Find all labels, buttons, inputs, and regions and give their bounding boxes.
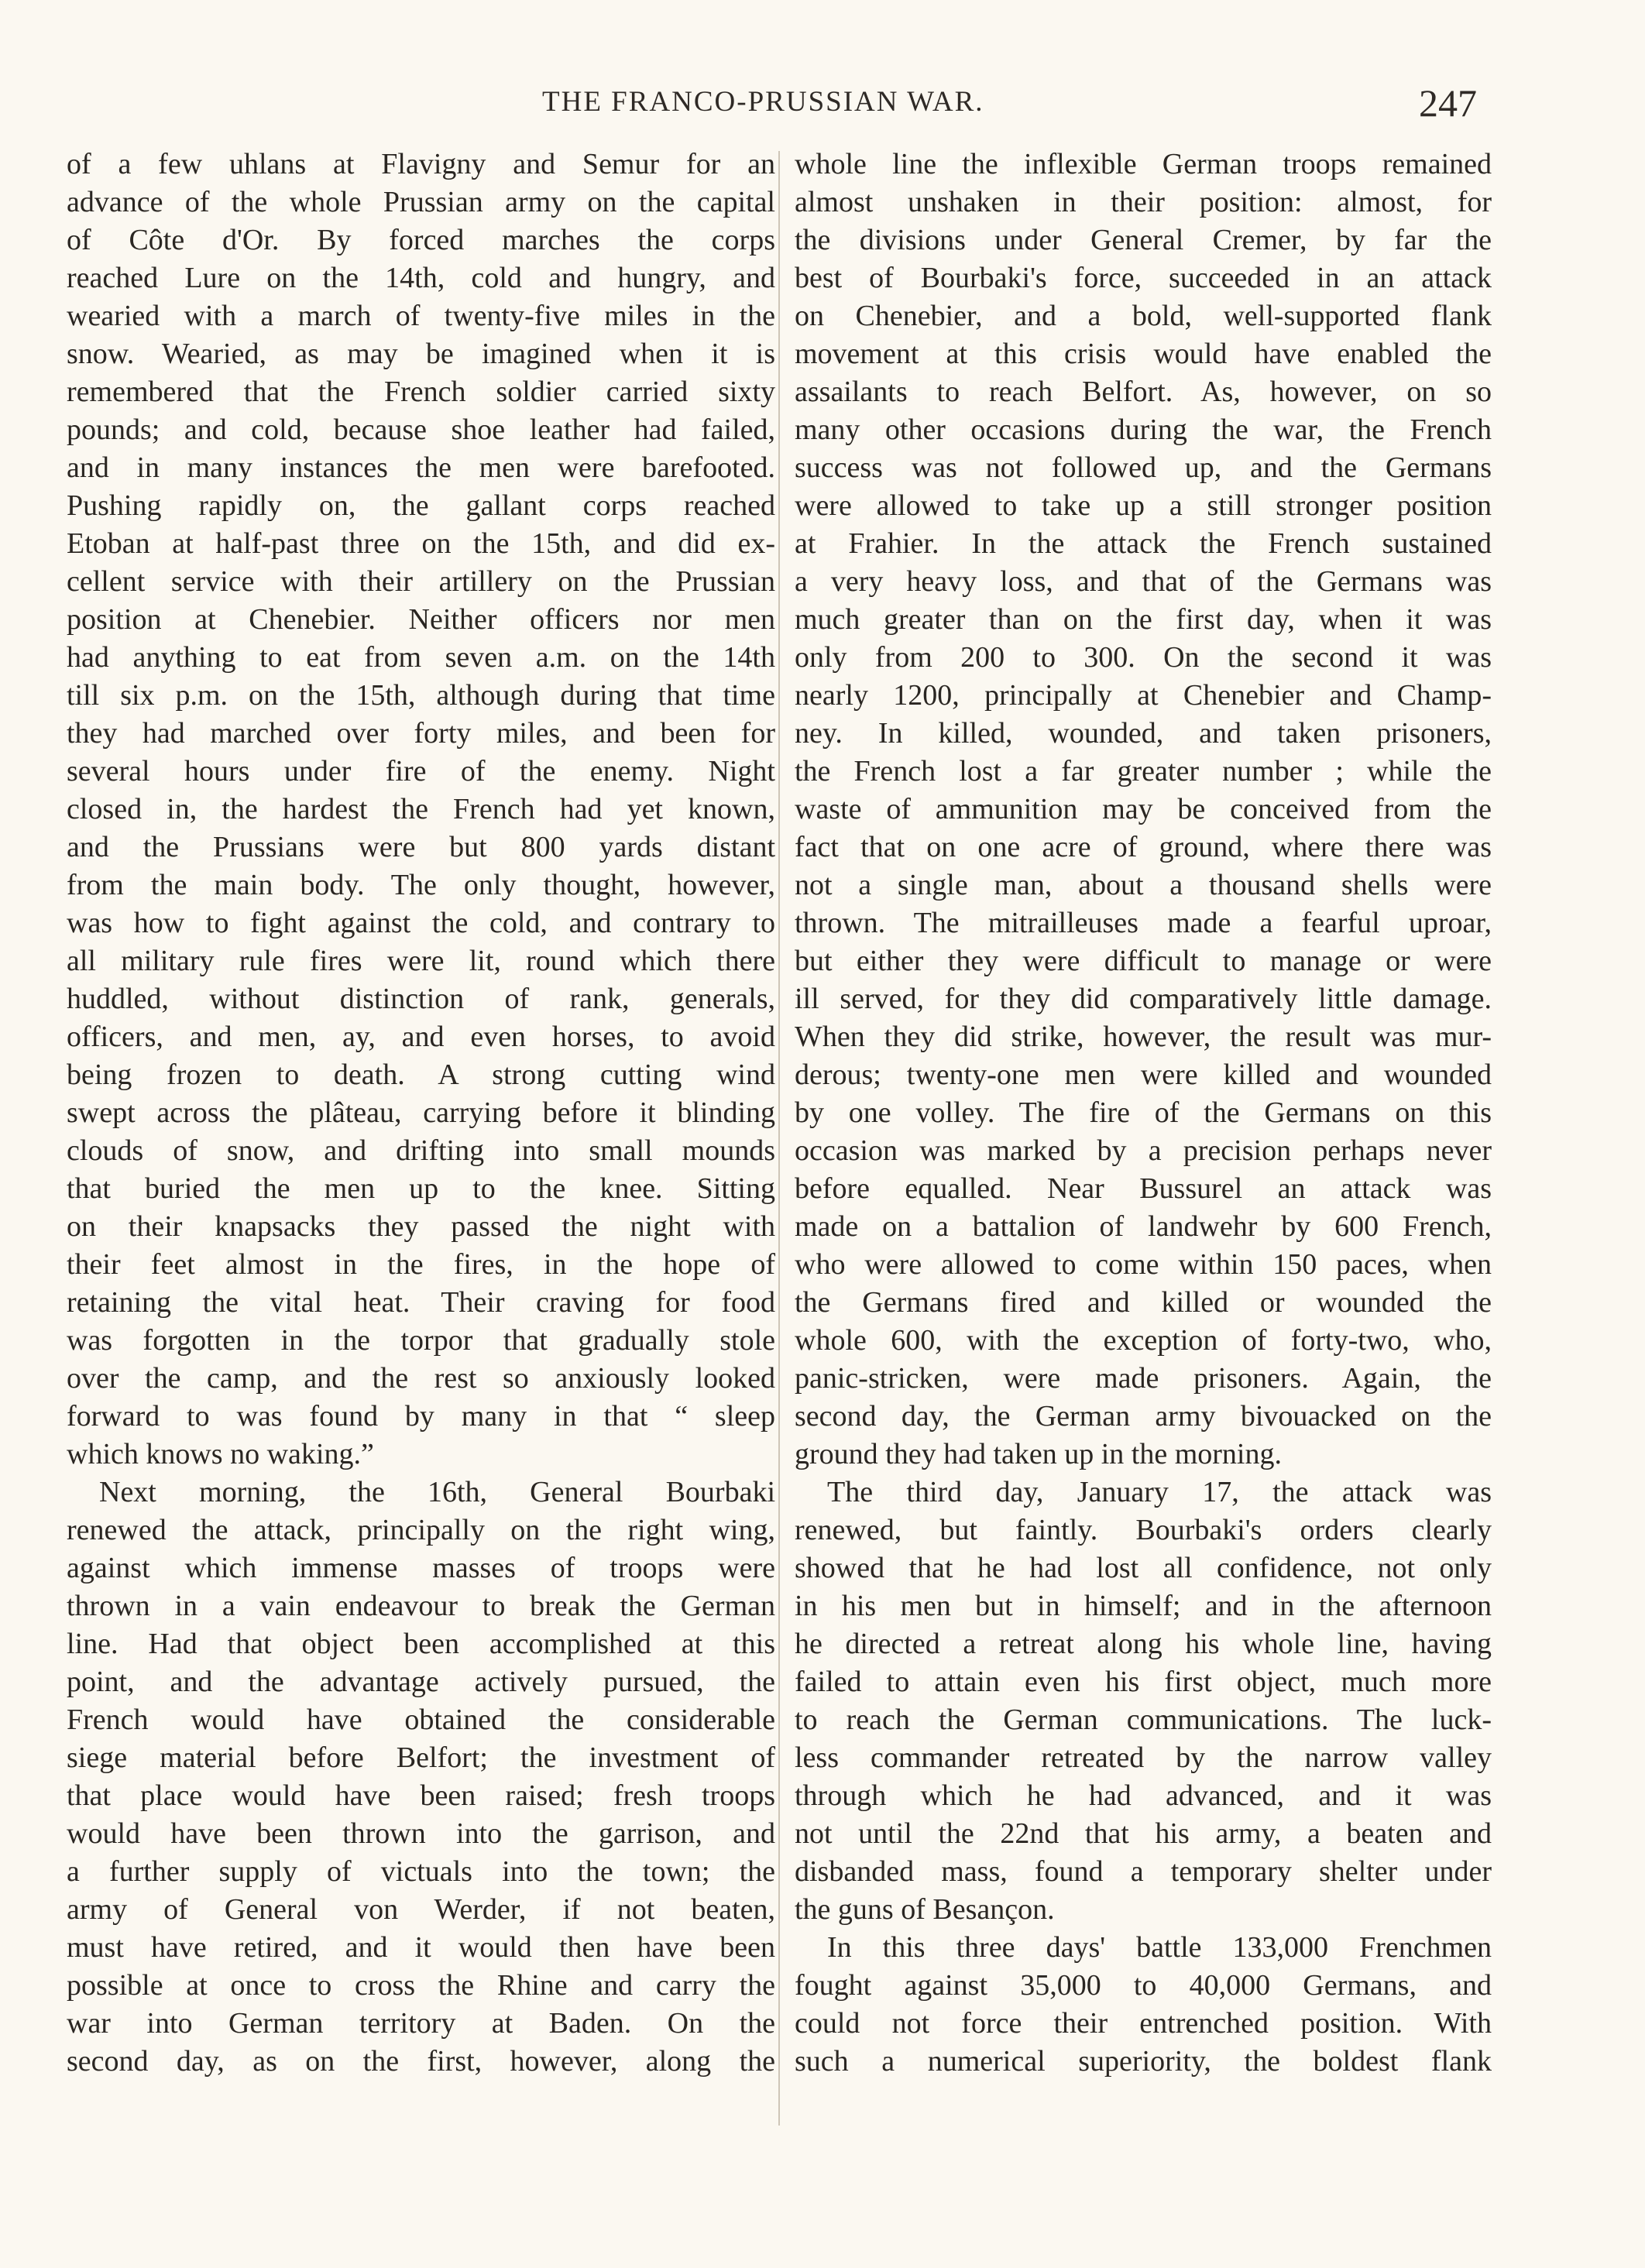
text-line: at Frahier. In the attack the French sustained [795, 527, 1492, 560]
text-line: disbanded mass, found a temporary shelter under [795, 1855, 1492, 1888]
text-line: whole 600, with the exception of forty-two, who, [795, 1324, 1492, 1357]
text-line: in his men but in himself; and in the afternoon [795, 1590, 1492, 1622]
text-line: and in many instances the men were barefooted. [67, 451, 775, 484]
text-line: a further supply of victuals into the town; the [67, 1855, 775, 1888]
text-line: over the camp, and the rest so anxiously looked [67, 1362, 775, 1395]
text-line: much greater than on the first day, when it was [795, 603, 1492, 636]
text-line: waste of ammunition may be conceived from the [795, 793, 1492, 825]
left-column [67, 146, 775, 2081]
right-column [795, 146, 1492, 2081]
text-line: made on a battalion of landwehr by 600 French, [795, 1210, 1492, 1243]
text-line: movement at this crisis would have enabled the [795, 338, 1492, 370]
text-line: Pushing rapidly on, the gallant corps reached [67, 489, 775, 522]
text-line: derous; twenty-one men were killed and wounded [795, 1059, 1492, 1091]
text-line: less commander retreated by the narrow valley [795, 1741, 1492, 1774]
text-line: that buried the men up to the knee. Sitting [67, 1172, 775, 1205]
text-line: the divisions under General Cremer, by far the [795, 224, 1492, 256]
text-line: they had marched over forty miles, and been for [67, 717, 775, 750]
text-line: of Côte d'Or. By forced marches the corps [67, 224, 775, 256]
text-line: by one volley. The fire of the Germans on this [795, 1096, 1492, 1129]
text-line: war into German territory at Baden. On the [67, 2007, 775, 2040]
text-line: forward to was found by many in that “ sleep [67, 1400, 775, 1433]
text-line: renewed the attack, principally on the right wing, [67, 1514, 775, 1546]
text-line: being frozen to death. A strong cutting wind [67, 1059, 775, 1091]
text-line: In this three days' battle 133,000 Frenchmen [827, 1931, 1492, 1964]
text-line: against which immense masses of troops were [67, 1552, 775, 1584]
text-line: only from 200 to 300. On the second it was [795, 641, 1492, 674]
text-line: success was not followed up, and the Germans [795, 451, 1492, 484]
text-line: would have been thrown into the garrison, and [67, 1817, 775, 1850]
text-line: army of General von Werder, if not beaten, [67, 1893, 775, 1926]
text-line: nearly 1200, principally at Chenebier and Champ- [795, 679, 1492, 712]
text-line: many other occasions during the war, the French [795, 413, 1492, 446]
text-line: which knows no waking.” [67, 1438, 374, 1470]
text-line: thrown. The mitrailleuses made a fearful uproar, [795, 907, 1492, 939]
text-line: but either they were difficult to manage or were [795, 945, 1492, 977]
text-line: whole line the inflexible German troops remained [795, 148, 1492, 180]
text-line: Etoban at half-past three on the 15th, and did ex- [67, 527, 775, 560]
text-line: not a single man, about a thousand shells were [795, 869, 1492, 901]
text-line: swept across the plâteau, carrying before it blinding [67, 1096, 775, 1129]
text-line: to reach the German communications. The luck- [795, 1704, 1492, 1736]
text-line: cellent service with their artillery on the Prussian [67, 565, 775, 598]
text-line: fact that on one acre of ground, where there was [795, 831, 1492, 863]
text-line: showed that he had lost all confidence, not only [795, 1552, 1492, 1584]
text-line: on their knapsacks they passed the night with [67, 1210, 775, 1243]
text-line: point, and the advantage actively pursued, the [67, 1666, 775, 1698]
text-line: panic-stricken, were made prisoners. Again, the [795, 1362, 1492, 1395]
text-line: fought against 35,000 to 40,000 Germans, and [795, 1969, 1492, 2002]
text-line: line. Had that object been accomplished at this [67, 1628, 775, 1660]
text-line: before equalled. Near Bussurel an attack was [795, 1172, 1492, 1205]
text-line: position at Chenebier. Neither officers nor men [67, 603, 775, 636]
text-line: ill served, for they did comparatively little damage. [795, 983, 1492, 1015]
running-head [0, 81, 1645, 132]
text-line: reached Lure on the 14th, cold and hungry, and [67, 262, 775, 294]
text-line: could not force their entrenched position. With [795, 2007, 1492, 2040]
text-line: all military rule fires were lit, round which there [67, 945, 775, 977]
text-line: ney. In killed, wounded, and taken prisoners, [795, 717, 1492, 750]
text-line: the guns of Besançon. [795, 1893, 1055, 1926]
text-line: possible at once to cross the Rhine and carry the [67, 1969, 775, 2002]
text-line: When they did strike, however, the result was mur- [795, 1021, 1492, 1053]
text-line: the Germans fired and killed or wounded the [795, 1286, 1492, 1319]
text-line: through which he had advanced, and it was [795, 1779, 1492, 1812]
text-line: clouds of snow, and drifting into small mounds [67, 1134, 775, 1167]
text-line: a very heavy loss, and that of the Germans was [795, 565, 1492, 598]
text-line: retaining the vital heat. Their craving for food [67, 1286, 775, 1319]
text-line: French would have obtained the considerable [67, 1704, 775, 1736]
running-title: THE FRANCO-PRUSSIAN WAR. [542, 86, 984, 118]
text-line: almost unshaken in their position: almost, for [795, 186, 1492, 218]
text-line: wearied with a march of twenty-five miles in the [67, 300, 775, 332]
text-line: pounds; and cold, because shoe leather had failed, [67, 413, 775, 446]
text-line: best of Bourbaki's force, succeeded in an attack [795, 262, 1492, 294]
text-line: and the Prussians were but 800 yards distant [67, 831, 775, 863]
text-line: till six p.m. on the 15th, although during that time [67, 679, 775, 712]
text-line: renewed, but faintly. Bourbaki's orders clearly [795, 1514, 1492, 1546]
text-line: must have retired, and it would then have been [67, 1931, 775, 1964]
text-line: siege material before Belfort; the investment of [67, 1741, 775, 1774]
text-line: were allowed to take up a still stronger position [795, 489, 1492, 522]
text-line: remembered that the French soldier carried sixty [67, 376, 775, 408]
text-line: huddled, without distinction of rank, generals, [67, 983, 775, 1015]
text-line: of a few uhlans at Flavigny and Semur for an [67, 148, 775, 180]
text-line: several hours under fire of the enemy. Night [67, 755, 775, 787]
text-line: from the main body. The only thought, however, [67, 869, 775, 901]
text-line: closed in, the hardest the French had yet known, [67, 793, 775, 825]
text-line: snow. Wearied, as may be imagined when it is [67, 338, 775, 370]
text-line: their feet almost in the fires, in the hope of [67, 1248, 775, 1281]
text-line: second day, the German army bivouacked on the [795, 1400, 1492, 1433]
text-line: occasion was marked by a precision perhaps never [795, 1134, 1492, 1167]
text-line: such a numerical superiority, the boldest flank [795, 2045, 1492, 2078]
text-line: thrown in a vain endeavour to break the German [67, 1590, 775, 1622]
text-line: Next morning, the 16th, General Bourbaki [99, 1476, 775, 1508]
text-line: he directed a retreat along his whole line, having [795, 1628, 1492, 1660]
page-number: 247 [1419, 81, 1477, 125]
text-line: that place would have been raised; fresh troops [67, 1779, 775, 1812]
text-line: on Chenebier, and a bold, well-supported flank [795, 300, 1492, 332]
text-line: officers, and men, ay, and even horses, to avoid [67, 1021, 775, 1053]
text-line: second day, as on the first, however, along the [67, 2045, 775, 2078]
text-line: not until the 22nd that his army, a beaten and [795, 1817, 1492, 1850]
text-line: ground they had taken up in the morning. [795, 1438, 1282, 1470]
text-line: failed to attain even his first object, much more [795, 1666, 1492, 1698]
column-divider [778, 151, 780, 2126]
text-line: The third day, January 17, the attack was [827, 1476, 1492, 1508]
text-line: was how to fight against the cold, and contrary to [67, 907, 775, 939]
text-line: who were allowed to come within 150 paces, when [795, 1248, 1492, 1281]
text-line: assailants to reach Belfort. As, however, on so [795, 376, 1492, 408]
text-line: advance of the whole Prussian army on the capital [67, 186, 775, 218]
text-line: the French lost a far greater number ; while the [795, 755, 1492, 787]
text-line: was forgotten in the torpor that gradually stole [67, 1324, 775, 1357]
text-line: had anything to eat from seven a.m. on the 14th [67, 641, 775, 674]
